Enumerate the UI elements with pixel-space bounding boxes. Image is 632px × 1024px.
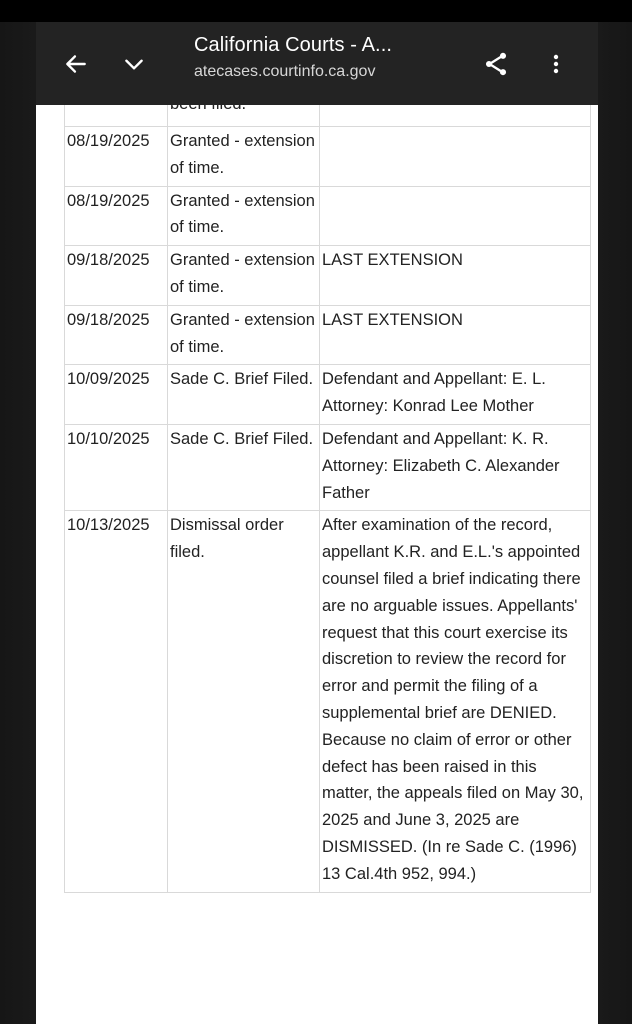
table-row [65,104,591,127]
back-button[interactable] [56,46,96,82]
page-title: California Courts - A... [194,34,393,56]
event-cell [168,104,320,127]
date-cell: 09/18/2025 [65,246,168,306]
date-cell: 10/10/2025 [65,424,168,510]
share-icon [482,50,510,78]
more-vertical-icon [544,50,568,78]
event-cell: Granted - extension of time. [168,305,320,365]
collapse-button[interactable] [116,46,152,82]
docket-table [64,103,591,893]
event-cell: Granted - extension of time. [168,186,320,246]
table-row [65,186,591,246]
browser-toolbar [36,22,598,105]
browser-window [36,22,598,1024]
date-cell: 10/13/2025 [65,511,168,892]
page-url[interactable]: atecases.courtinfo.ca.gov [194,63,376,80]
notes-cell [320,186,591,246]
date-cell: 10/09/2025 [65,365,168,425]
notes-cell: LAST EXTENSION [320,246,591,306]
table-row [65,365,591,425]
event-cell: Granted - extension of time. [168,246,320,306]
table-row [65,424,591,510]
table-row [65,246,591,306]
more-options-button[interactable] [536,44,576,84]
table-row [65,127,591,187]
share-button[interactable] [476,44,516,84]
chevron-down-icon [121,51,147,77]
notes-cell: Defendant and Appellant: E. L. Attorney: Konrad Lee Mother [320,365,591,425]
notes-cell: Defendant and Appellant: K. R. Attorney: Elizabeth C. Alexander Father [320,424,591,510]
title-block [194,34,464,81]
notes-cell [320,127,591,187]
date-cell: 08/19/2025 [65,127,168,187]
event-cell: Sade C. Brief Filed. [168,424,320,510]
arrow-left-icon [63,51,89,77]
docket-content [64,103,590,893]
table-row [65,511,591,892]
date-cell: 09/18/2025 [65,305,168,365]
event-cell: Sade C. Brief Filed. [168,365,320,425]
status-bar [0,0,632,22]
notes-cell [320,104,591,127]
notes-cell: After examination of the record, appellant K.R. and E.L.'s appointed counsel filed a brief indicating there are no arguable issues. Appellants' request that this court exercise its discretion to review the record for error and permit the filing of a supplemental brief are DENIED. Because no claim of error or other defect has been raised in this matter, the appeals filed on May 30, 2025 and June 3, 2025 are DISMISSED. (In re Sade C. (1996) 13 Cal.4th 952, 994.) [320,511,591,892]
event-cell: Granted - extension of time. [168,127,320,187]
event-cell: Dismissal order filed. [168,511,320,892]
table-row [65,305,591,365]
date-cell: 08/19/2025 [65,186,168,246]
date-cell [65,104,168,127]
notes-cell: LAST EXTENSION [320,305,591,365]
